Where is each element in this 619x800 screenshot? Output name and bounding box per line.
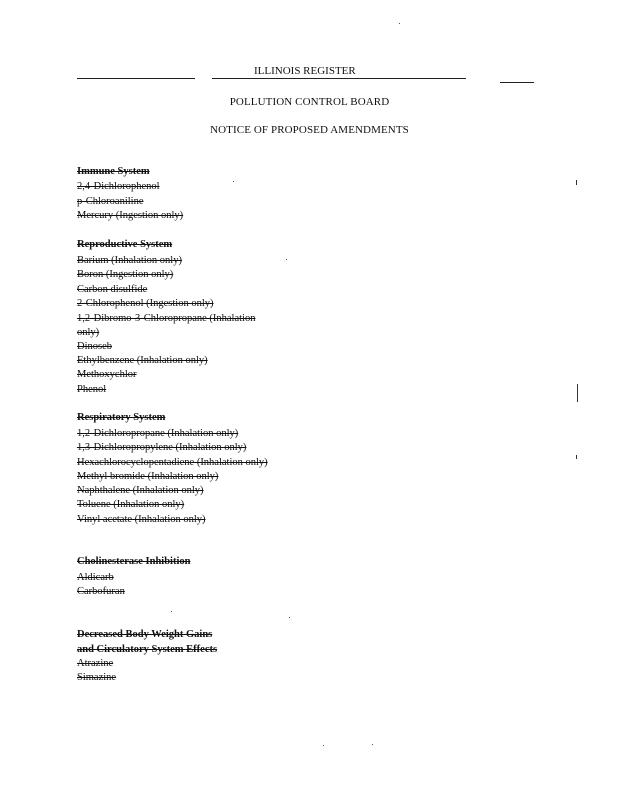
list-item: 2-Chlorophenol (Ingestion only) [77,298,214,309]
section-heading-body-weight: Decreased Body Weight Gains [77,629,213,640]
scan-speck [372,744,373,745]
list-item: Dinoseb [77,341,112,352]
scan-speck [399,23,400,24]
scan-mark [576,180,577,185]
list-item: 1,2-Dibromo-3-Chloropropane (Inhalation [77,313,256,324]
section-heading-reproductive: Reproductive System [77,239,173,250]
scan-speck [286,259,287,260]
register-title: ILLINOIS REGISTER [254,65,356,77]
list-item: Boron (Ingestion only) [77,269,174,280]
section-heading-body-weight-line2: and Circulatory System Effects [77,644,218,655]
header-rule-left [77,78,195,79]
scan-mark [576,455,577,459]
list-item: Ethylbenzene (Inhalation only) [77,355,208,366]
scan-mark [577,384,578,402]
scan-speck [289,617,290,618]
section-heading-cholinesterase: Cholinesterase Inhibition [77,556,191,567]
list-item: 1,2-Dichloropropane (Inhalation only) [77,428,239,439]
list-item: Atrazine [77,658,114,669]
list-item: Naphthalene (Inhalation only) [77,485,204,496]
header-rule-right [500,82,534,83]
list-item: only) [77,327,100,338]
list-item: Hexachlorocyclopentadiene (Inhalation only) [77,457,268,468]
list-item: Toluene (Inhalation only) [77,499,185,510]
list-item: Barium (Inhalation only) [77,255,182,266]
board-title: POLLUTION CONTROL BOARD [229,96,390,108]
list-item: 2,4-Dichlorophenol [77,181,160,192]
list-item: p-Chloroaniline [77,196,144,207]
list-item: Mercury (Ingestion only) [77,210,184,221]
scan-speck [323,745,324,746]
list-item: Carbon disulfide [77,284,148,295]
list-item: Phenol [77,384,107,395]
section-heading-immune: Immune System [77,166,150,177]
header-rule-center [212,78,466,79]
list-item: Simazine [77,672,117,683]
notice-title: NOTICE OF PROPOSED AMENDMENTS [210,124,409,136]
section-heading-respiratory: Respiratory System [77,412,166,423]
scan-speck [171,611,172,612]
list-item: Methyl bromide (Inhalation only) [77,471,219,482]
list-item: 1,3-Dichloropropylene (Inhalation only) [77,442,247,453]
list-item: Aldicarb [77,572,114,583]
list-item: Vinyl acetate (Inhalation only) [77,514,206,525]
scan-speck [233,181,234,182]
list-item: Methoxychlor [77,369,137,380]
list-item: Carbofuran [77,586,125,597]
